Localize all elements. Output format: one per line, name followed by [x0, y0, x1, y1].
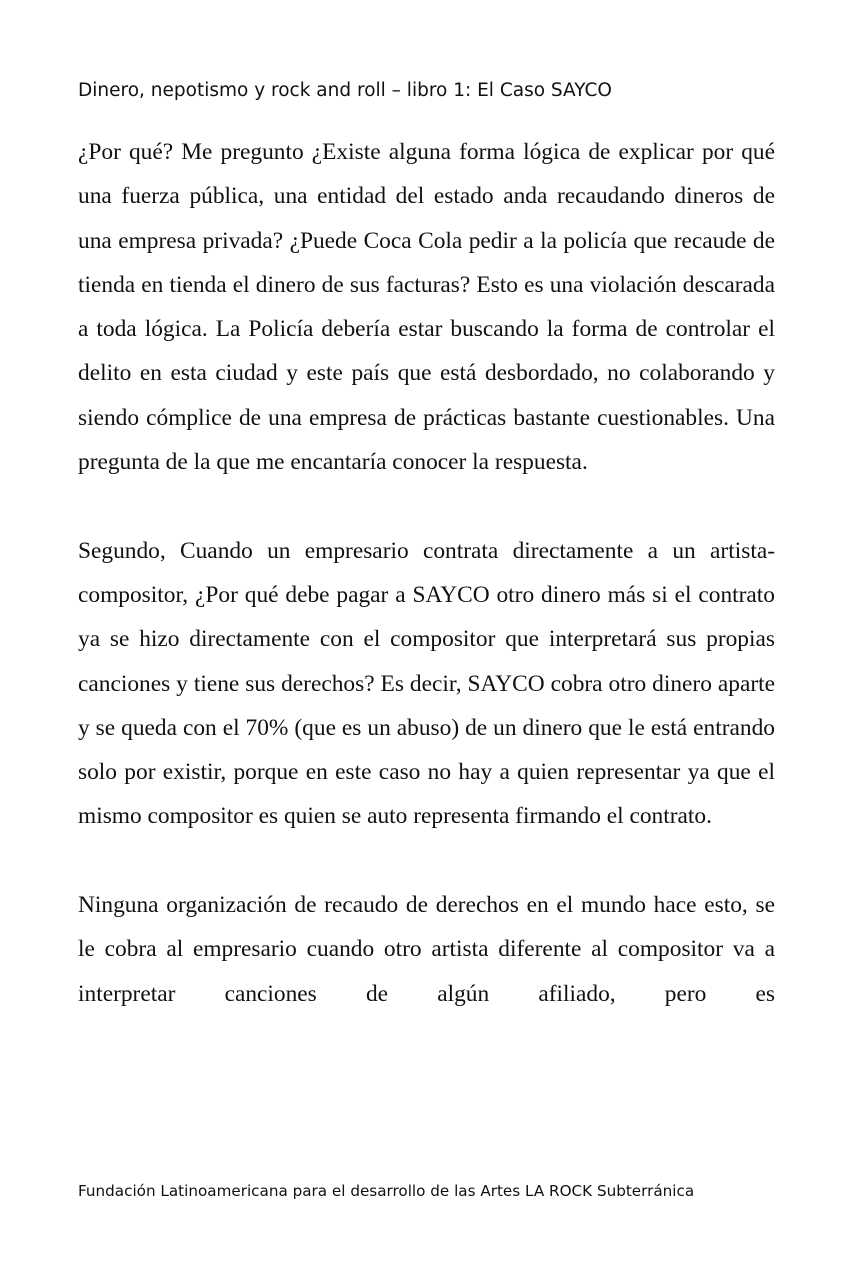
paragraph: ¿Por qué? Me pregunto ¿Existe alguna forma lógica de explicar por qué una fuerza pública, una entidad del estado anda recaudando dineros de una empresa privada? ¿Puede Coca Cola pedir a la policía que recaude de tienda en tienda el dinero de sus facturas? Esto es una violación descarada a toda lógica. La Policía debería estar buscando la forma de controlar el delito en esta ciudad y este país que está desbordado, no colaborando y siendo cómplice de una empresa de prácticas bastante cuestionables. Una pregunta de la que me encantaría conocer la respuesta.	[78, 139, 775, 476]
paragraph: Segundo, Cuando un empresario contrata directamente a un artista-compositor, ¿Por qué debe pagar a SAYCO otro dinero más si el contrato ya se hizo directamente con el compositor que interpretará sus propias canciones y tiene sus derechos? Es decir, SAYCO cobra otro dinero aparte y se queda con el 70% (que es un abuso) de un dinero que le está entrando solo por existir, porque en este caso no hay a quien representar ya que el mismo compositor es quien se auto representa firmando el contrato.	[78, 537, 775, 830]
paragraph: Ninguna organización de recaudo de derechos en el mundo hace esto, se le cobra al empresario cuando otro artista diferente al compositor va a interpretar canciones de algún afiliado, pero es	[78, 892, 775, 1007]
body-text	[78, 130, 775, 1016]
page-footer: Fundación Latinoamericana para el desarrollo de las Artes LA ROCK Subterránica	[78, 1182, 695, 1200]
running-header: Dinero, nepotismo y rock and roll – libro 1: El Caso SAYCO	[78, 80, 612, 101]
